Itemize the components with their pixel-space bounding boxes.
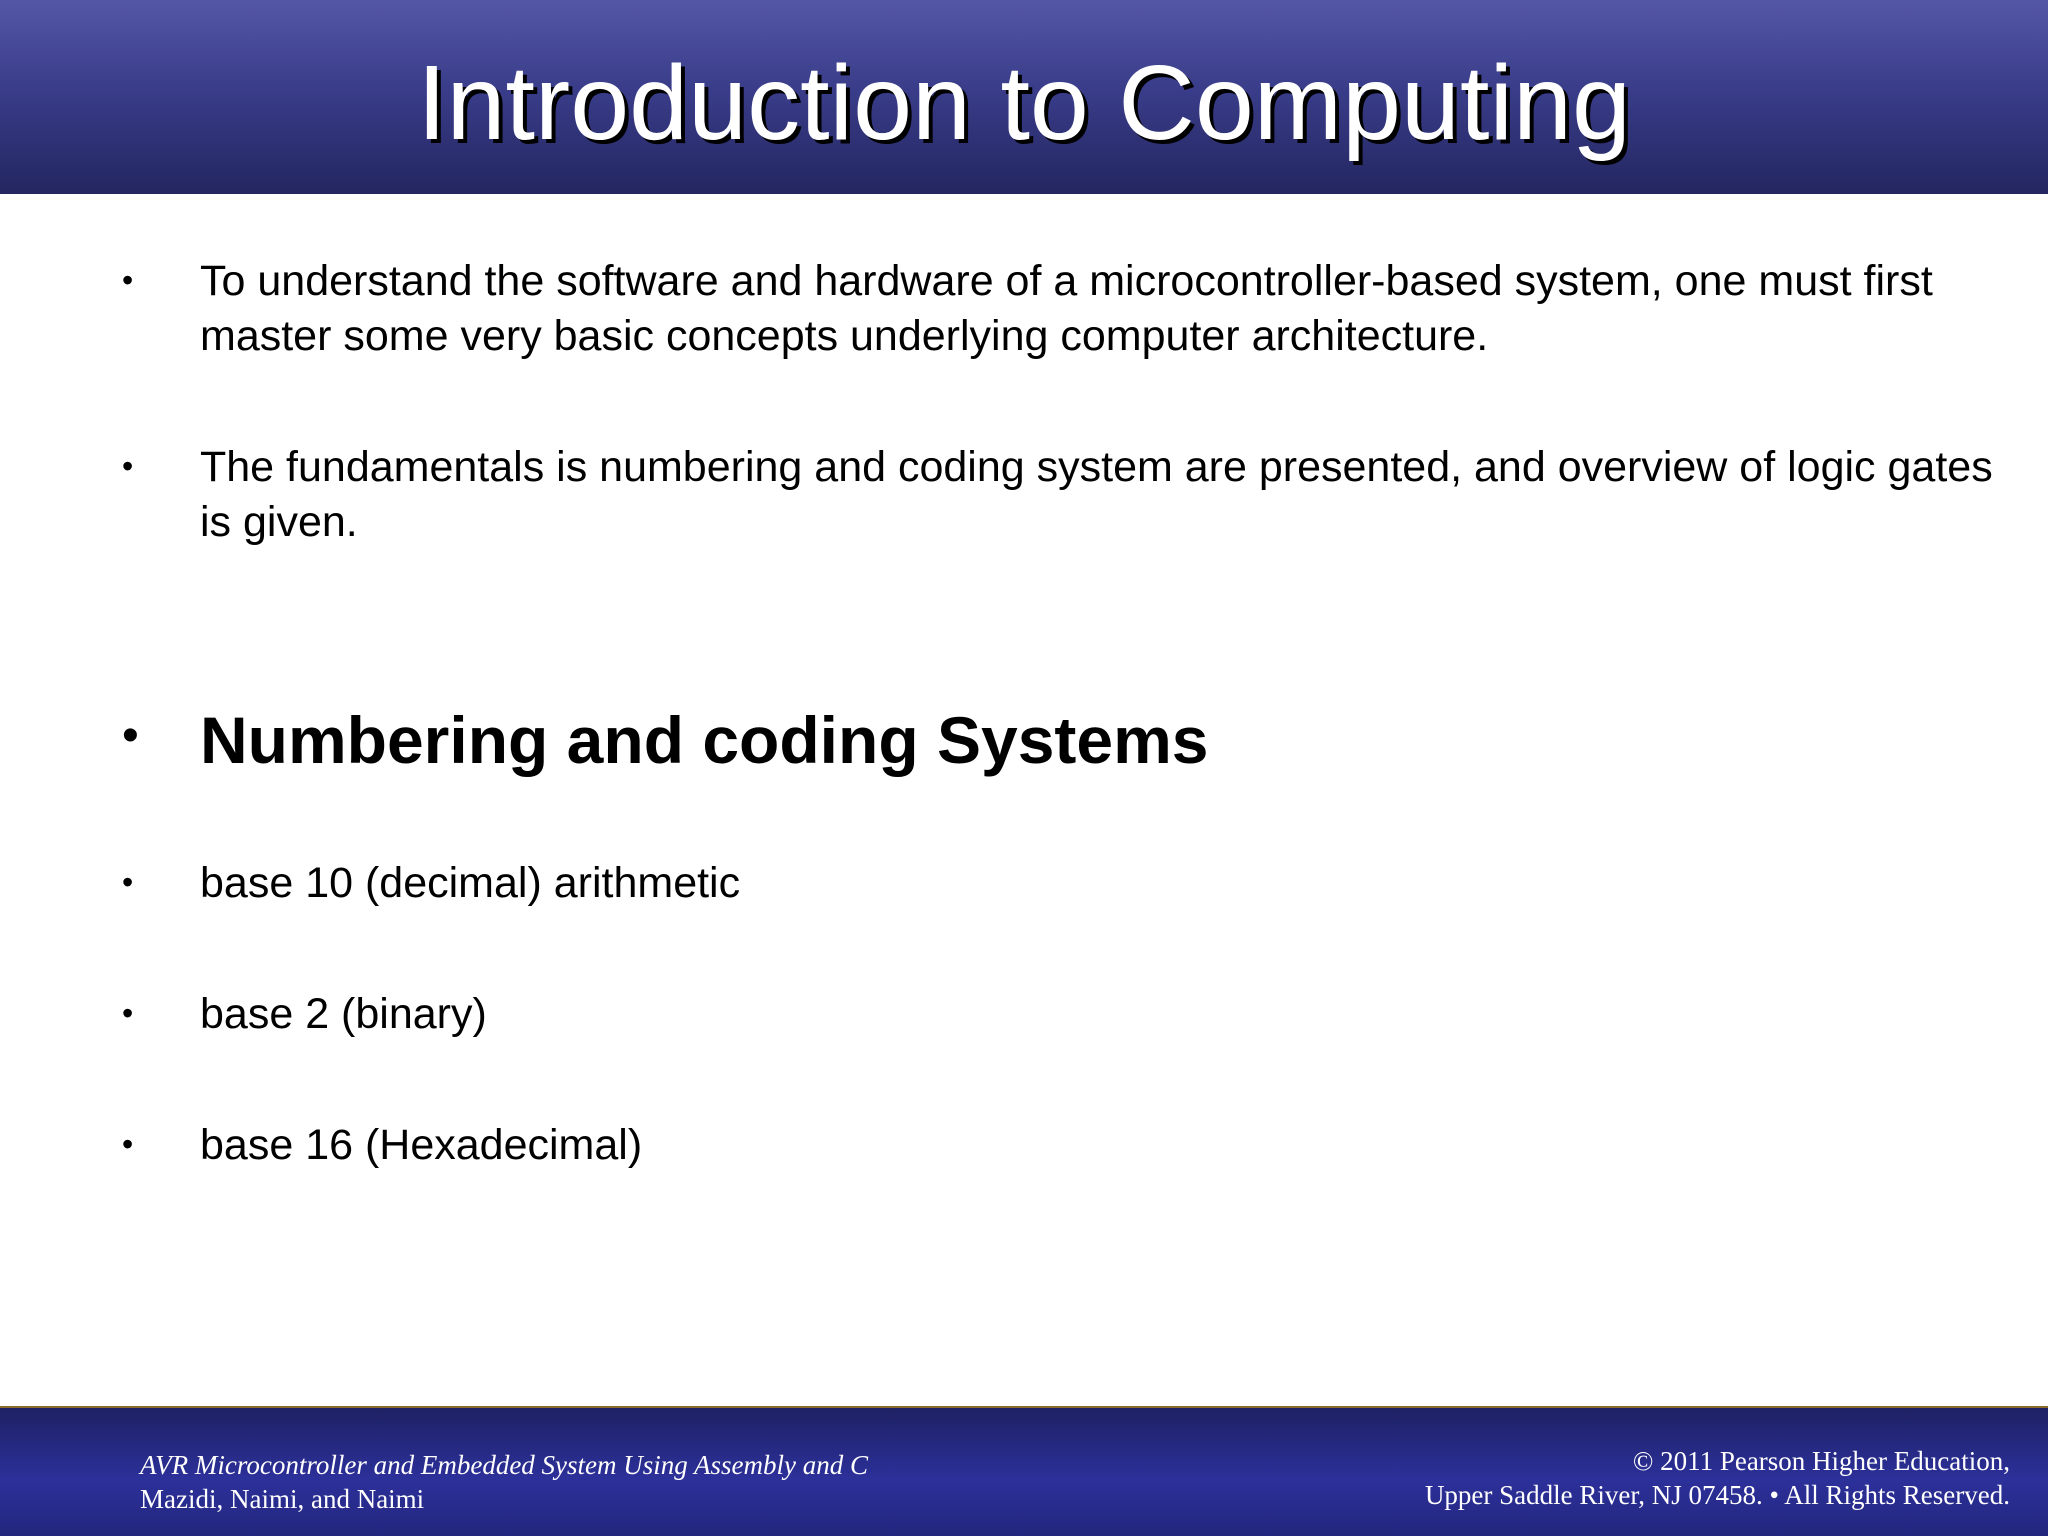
bullet-text-6: base 16 (Hexadecimal) xyxy=(200,1121,643,1169)
bullet-icon: • xyxy=(122,448,134,484)
bullet-icon: • xyxy=(122,262,134,298)
bullet-icon: • xyxy=(122,709,139,762)
bullet-text-2: The fundamentals is numbering and coding system are presented, and overview of logic gates is given. xyxy=(200,443,1993,546)
bullet-text-4: base 10 (decimal) arithmetic xyxy=(200,859,741,907)
bullet-icon: • xyxy=(122,1126,134,1162)
bullet-icon: • xyxy=(122,864,134,900)
section-heading: Numbering and coding Systems xyxy=(200,703,1209,777)
footer-bar xyxy=(0,1406,2048,1536)
footer-copyright-line2: Upper Saddle River, NJ 07458. • All Rights Reserved. xyxy=(1424,1480,2010,1510)
bullet-text-1: To understand the software and hardware of a microcontroller-based system, one must first master some very basic concepts underlying computer architecture. xyxy=(200,257,1933,360)
footer-authors: Mazidi, Naimi, and Naimi xyxy=(140,1484,425,1514)
footer-book-info xyxy=(140,1448,868,1516)
slide-title: Introduction to Computing xyxy=(417,44,1631,162)
footer-copyright-line1: © 2011 Pearson Higher Education, xyxy=(1632,1446,2010,1476)
bullet-text-5: base 2 (binary) xyxy=(200,990,487,1038)
footer-book-title: AVR Microcontroller and Embedded System Using Assembly and C xyxy=(140,1450,869,1480)
footer-copyright xyxy=(1425,1444,2010,1512)
bullet-icon: • xyxy=(122,995,134,1031)
title-bar xyxy=(0,0,2048,194)
